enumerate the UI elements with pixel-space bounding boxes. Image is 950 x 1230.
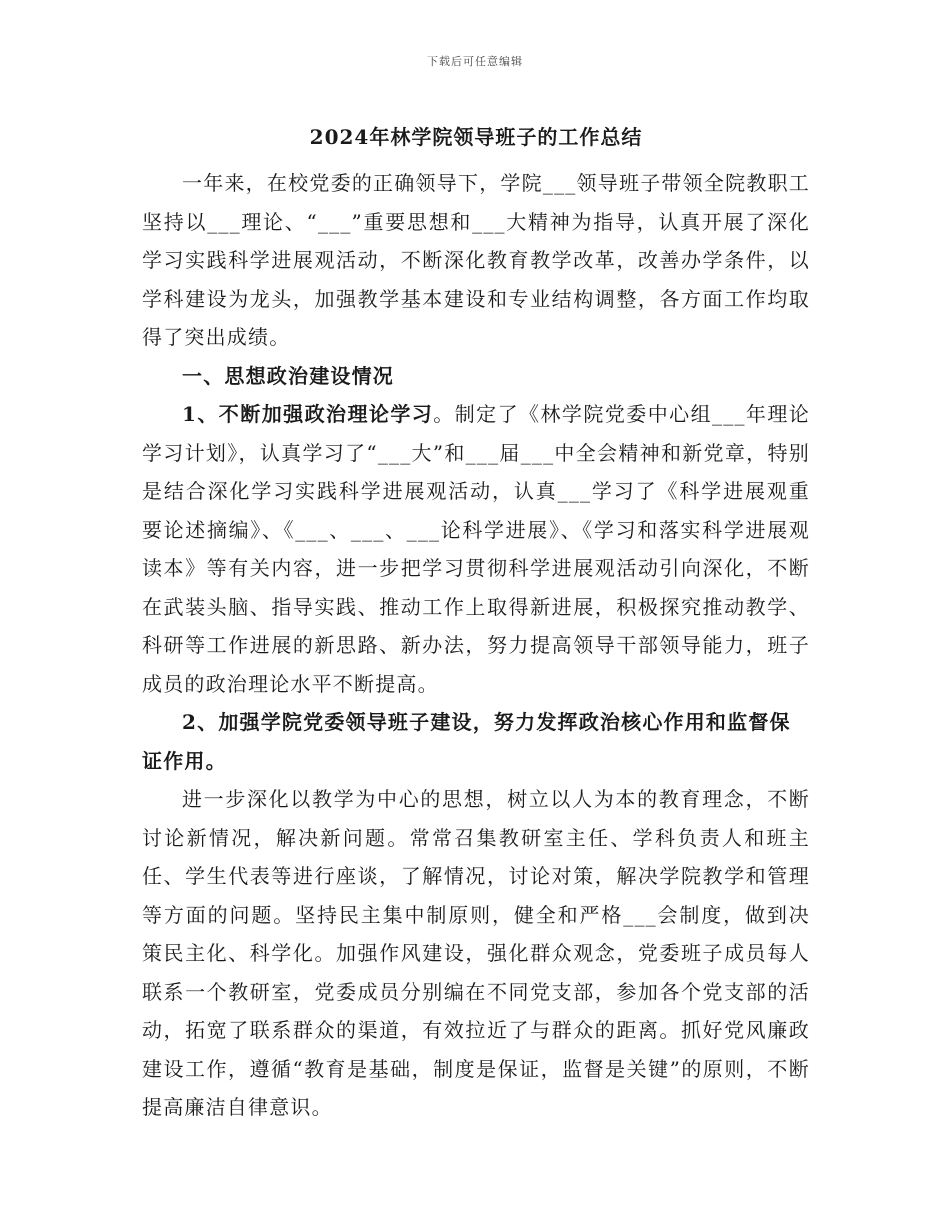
document-body [142,122,810,1127]
item2-paragraph: 进一步深化以教学为中心的思想，树立以人为本的教育理念，不断讨论新情况，解决新问题。常常召集教研室主任、学科负责人和班主任、学生代表等进行座谈，了解情况，讨论对策，解决学院教学和管理等方面的问题。坚持民主集中制原则，健全和严格___会制度，做到决策民主化、科学化。加强作风建设，强化群众观念，党委班子成员每人联系一个教研室，党委成员分别编在不同党支部，参加各个党支部的活动，拓宽了联系群众的渠道，有效拉近了与群众的距离。抓好党风廉政建设工作，遵循“教育是基础，制度是保证，监督是关键”的原则，不断提高廉洁自律意识。 [142,787,810,1119]
header-note: 下载后可任意编辑 [427,55,523,68]
item1-body: 。制定了《林学院党委中心组___年理论学习计划》，认真学习了“___大”和___届___中全会精神和新党章，特别是结合深化学习实践科学进展观活动，认真___学习了《科学进展观重要论述摘编》、《___、___、___论科学进展》、《学习和落实科学进展观读本》等有关内容，进一步把学习贯彻科学进展观活动引向深化，不断在武装头脑、指导实践、推动工作上取得新进展，积极探究推动教学、科研等工作进展的新思路、新办法，努力提高领导干部领导能力，班子成员的政治理论水平不断提高。 [142,402,810,696]
intro-paragraph: 一年来，在校党委的正确领导下，学院___领导班子带领全院教职工坚持以___理论、“___”重要思想和___大精神为指导，认真开展了深化学习实践科学进展观活动，不断深化教育教学改革，改善办学条件，以学科建设为龙头，加强教学基本建设和专业结构调整，各方面工作均取得了突出成绩。 [142,171,810,349]
item1-paragraph [142,395,810,703]
document-title: 2024年林学院领导班子的工作总结 [309,125,643,149]
item2-heading: 2、加强学院党委领导班子建设，努力发挥政治核心作用和监督保证作用。 [142,710,791,773]
section-heading: 一、思想政治建设情况 [182,363,394,388]
item1-lead: 1、不断加强政治理论学习 [182,402,434,426]
